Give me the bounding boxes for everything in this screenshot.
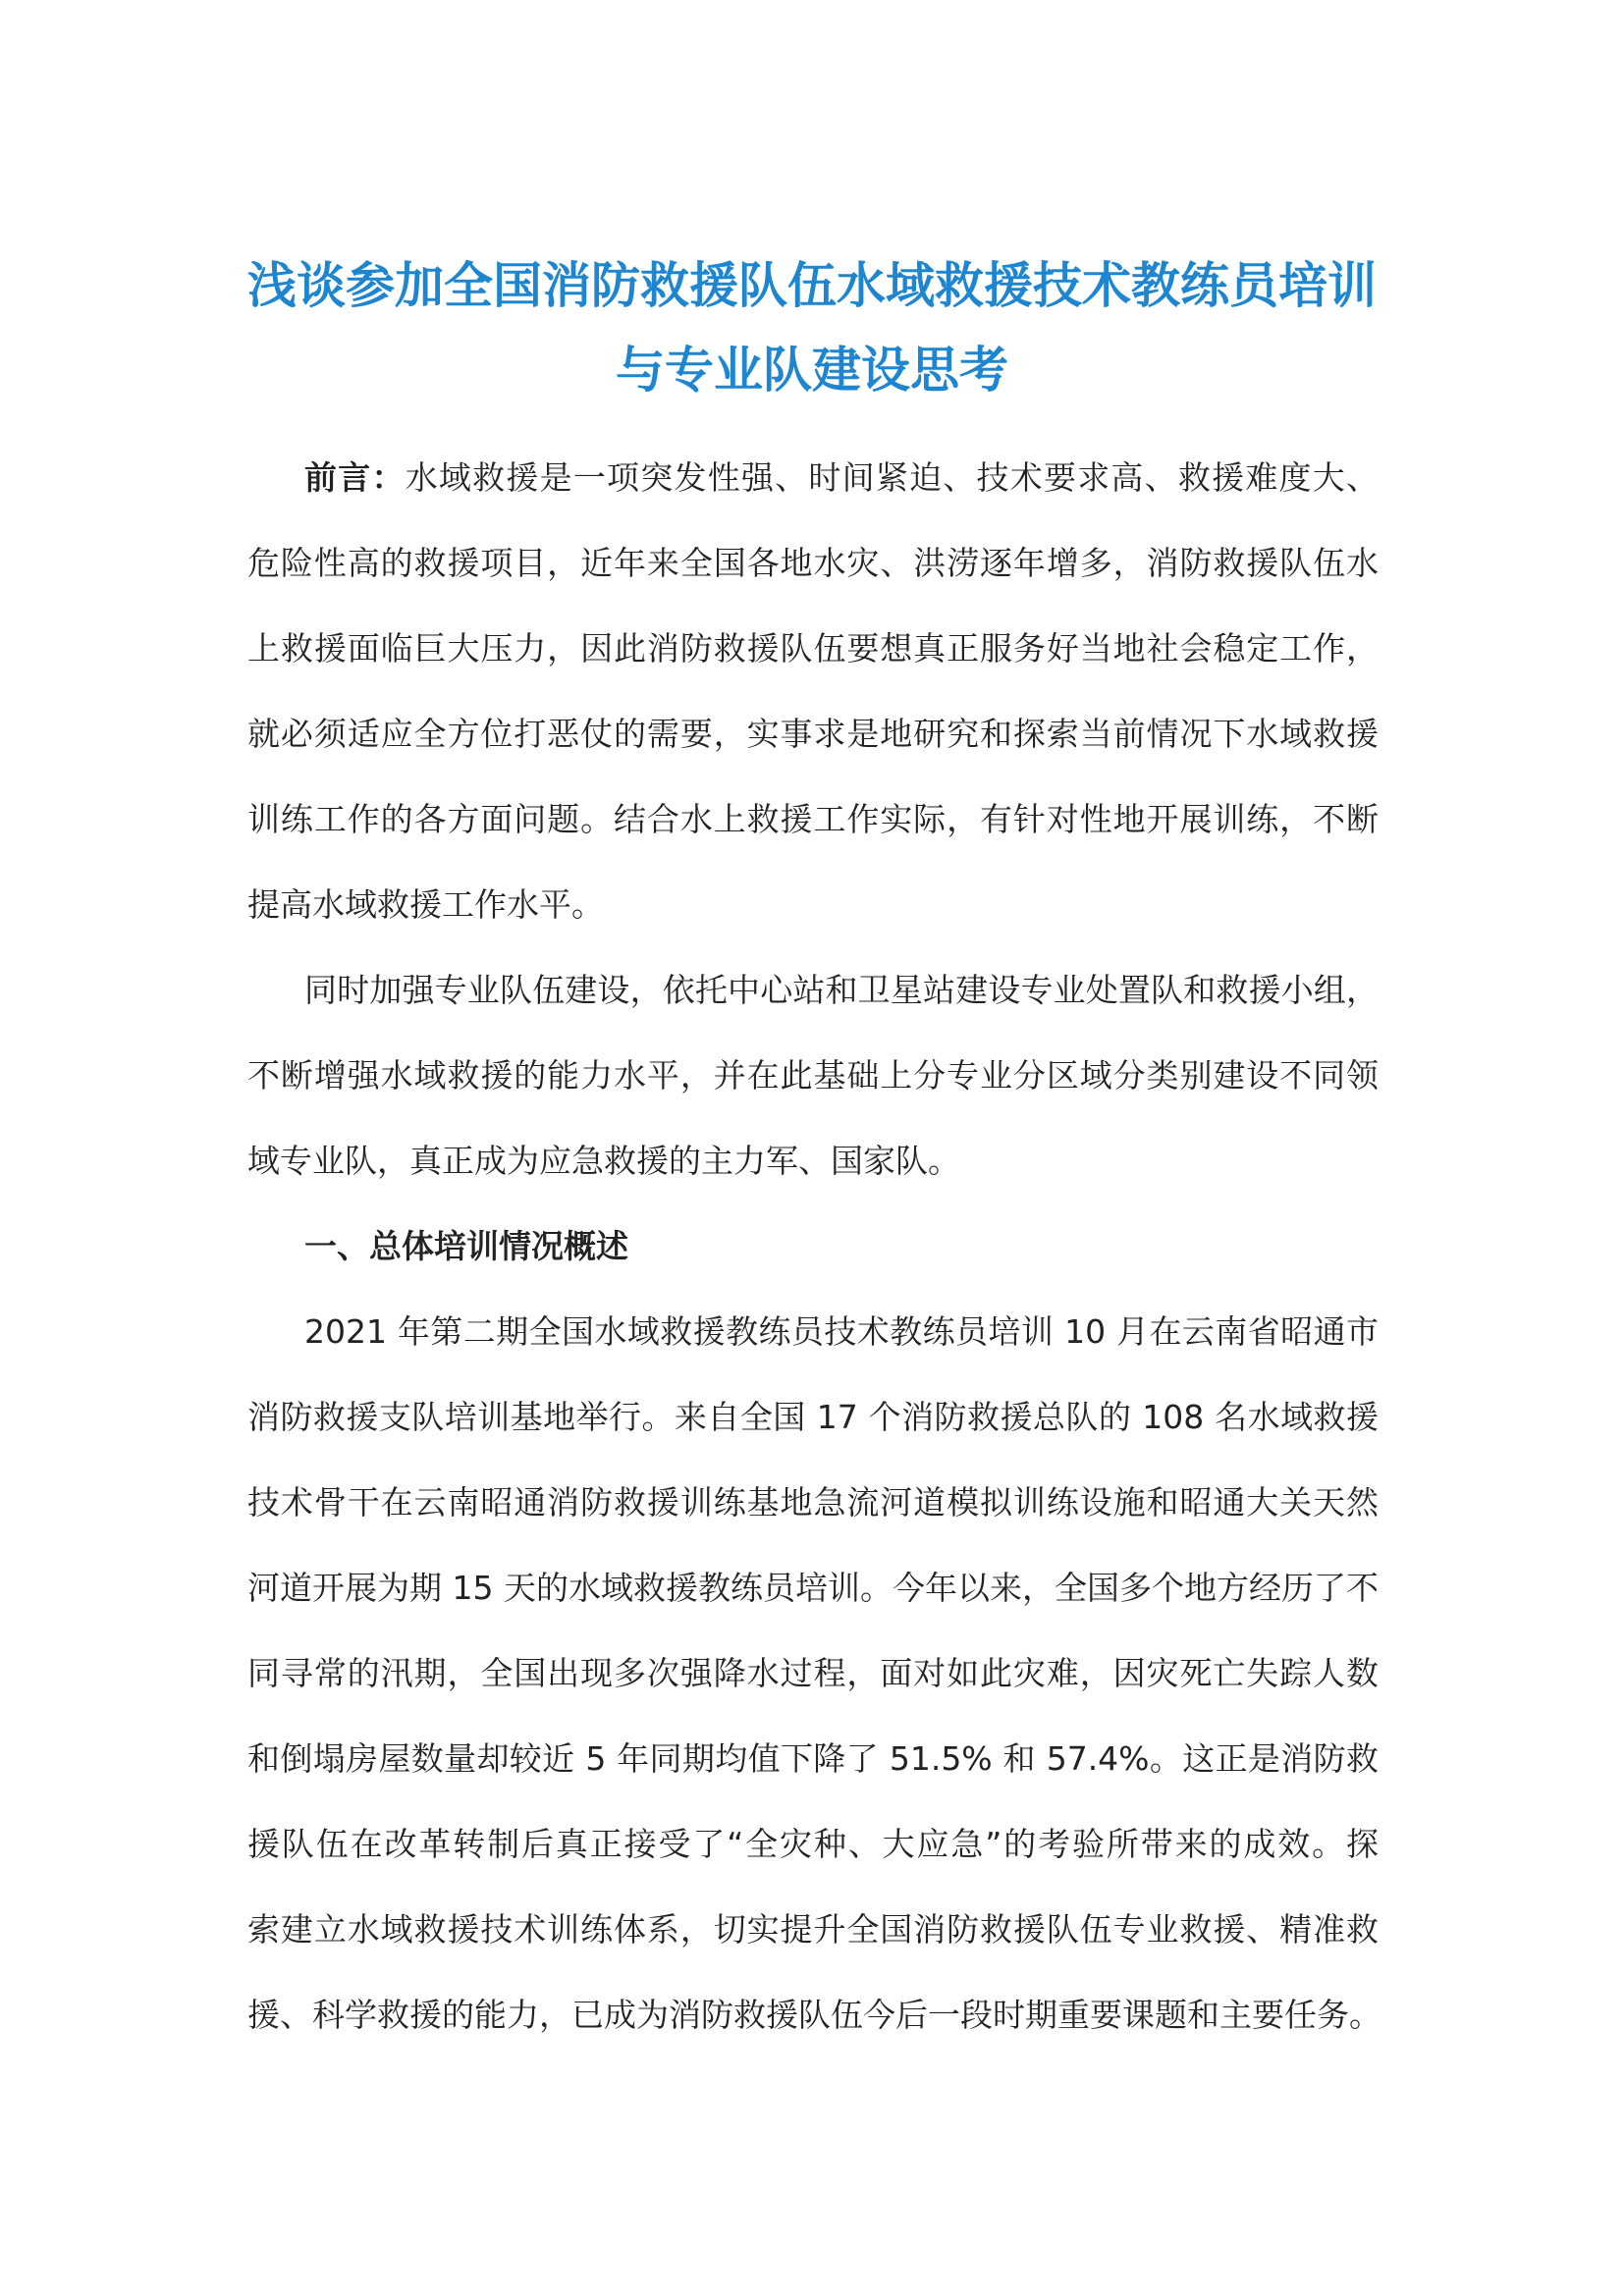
text-line: 训练工作的各方面问题。结合水上救援工作实际，有针对性地开展训练，不断 bbox=[247, 800, 1379, 838]
preface-paragraph bbox=[247, 435, 1379, 947]
document-title bbox=[236, 243, 1388, 412]
section-heading: 一、总体培训情况概述 bbox=[304, 1227, 628, 1265]
section-1-paragraph bbox=[247, 1289, 1379, 2057]
title-line-1: 浅谈参加全国消防救援队伍水域救援技术教练员培训 bbox=[247, 257, 1377, 314]
text-line: 援、科学救援的能力，已成为消防救援队伍今后一段时期重要课题和主要任务。 bbox=[247, 1996, 1381, 2034]
text-line: 同寻常的汛期，全国出现多次强降水过程，面对如此灾难，因灾死亡失踪人数 bbox=[247, 1654, 1379, 1692]
text-line: 就必须适应全方位打恶仗的需要，实事求是地研究和探索当前情况下水域救援 bbox=[247, 715, 1379, 753]
text-line: 危险性高的救援项目，近年来全国各地水灾、洪涝逐年增多，消防救援队伍水 bbox=[247, 544, 1379, 582]
text-line: 索建立水域救援技术训练体系，切实提升全国消防救援队伍专业救援、精准救 bbox=[247, 1910, 1379, 1949]
document-body bbox=[247, 435, 1379, 2057]
text-line: 域专业队，真正成为应急救援的主力军、国家队。 bbox=[247, 1142, 960, 1180]
text-line: 不断增强水域救援的能力水平，并在此基础上分专业分区域分类别建设不同领 bbox=[247, 1056, 1379, 1095]
text-line: 2021 年第二期全国水域救援教练员技术教练员培训 10 月在云南省昭通市 bbox=[304, 1312, 1379, 1351]
paragraph-2 bbox=[247, 947, 1379, 1203]
text-line: 河道开展为期 15 天的水域救援教练员培训。今年以来，全国多个地方经历了不 bbox=[247, 1569, 1379, 1607]
text-line: 消防救援支队培训基地举行。来自全国 17 个消防救援总队的 108 名水域救援 bbox=[247, 1398, 1379, 1436]
text-line: 技术骨干在云南昭通消防救援训练基地急流河道模拟训练设施和昭通大关天然 bbox=[247, 1483, 1379, 1522]
text-line: 和倒塌房屋数量却较近 5 年同期均值下降了 51.5% 和 57.4%。这正是消防救 bbox=[247, 1739, 1379, 1778]
title-line-2: 与专业队建设思考 bbox=[616, 342, 1008, 399]
text-line: 水域救援是一项突发性强、时间紧迫、技术要求高、救援难度大、 bbox=[405, 458, 1380, 497]
text-line: 上救援面临巨大压力，因此消防救援队伍要想真正服务好当地社会稳定工作， bbox=[247, 629, 1379, 667]
text-line: 提高水域救援工作水平。 bbox=[247, 885, 604, 924]
text-line: 援队伍在改革转制后真正接受了“全灾种、大应急”的考验所带来的成效。探 bbox=[247, 1825, 1379, 1863]
preface-label: 前言： bbox=[304, 458, 406, 497]
text-line: 同时加强专业队伍建设，依托中心站和卫星站建设专业处置队和救援小组， bbox=[304, 971, 1379, 1009]
